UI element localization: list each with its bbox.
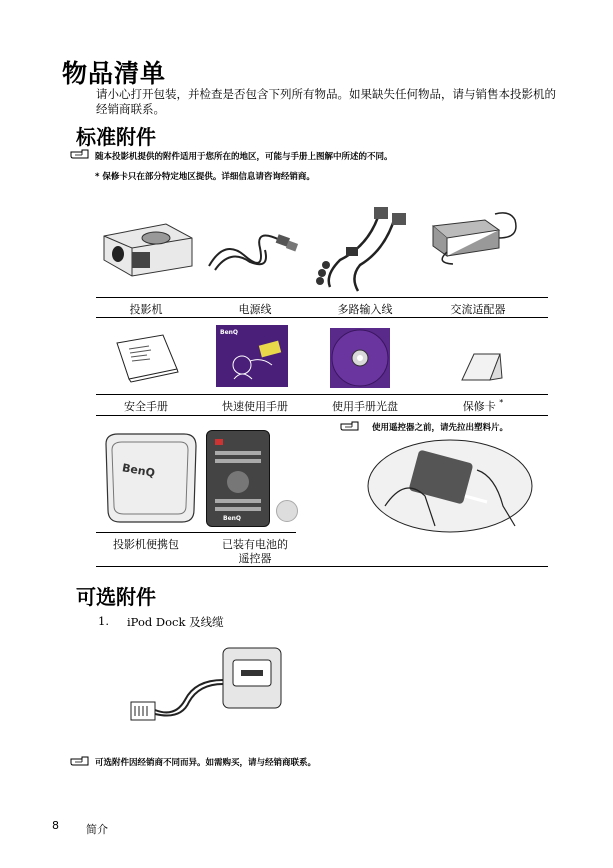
warranty-note: * 保修卡只在部分特定地区提供。详细信息请咨询经销商。 [95,172,315,182]
standard-heading: 标准附件 [76,125,156,149]
carry-bag-image [100,430,200,525]
optional-heading: 可选附件 [76,585,156,609]
table-rule-2 [96,317,548,318]
caption-projector: 投影机 [129,303,163,316]
ipod-dock-image [125,640,285,725]
caption-remote-line2: 遥控器 [238,552,272,565]
section-name: 简介 [86,823,108,836]
quick-start-guide-image [216,325,288,387]
remote-note-icon [340,420,360,432]
quick-guide-brand: BenQ [220,329,239,336]
caption-carry-bag: 投影机便携包 [113,538,179,551]
intro-text: 请小心打开包装，并检查是否包含下列所有物品。如果缺失任何物品，请与销售本投影机的经销商联系。 [96,87,556,116]
remote-brand: BenQ [223,515,242,522]
caption-quick-start-guide: 快速使用手册 [222,400,288,413]
battery-image [276,500,298,522]
caption-multi-input-cable: 多路输入线 [337,303,393,316]
caption-warranty-card [428,398,538,414]
bag-brand: BenQ [121,461,156,480]
table-rule-1 [96,297,548,298]
power-cord-image [205,218,300,273]
projector-image [96,210,196,278]
caption-user-manual-cd: 使用手册光盘 [332,400,398,413]
optional-note: 可选附件因经销商不同而异。如需购买，请与经销商联系。 [95,758,317,768]
optional-item-number: 1. [98,614,109,628]
table-rule-3 [96,394,548,395]
table-rule-6 [96,566,548,567]
pull-tab-illustration [365,436,535,536]
caption-safety-manual: 安全手册 [124,400,168,413]
warranty-asterisk: * [499,398,504,407]
page-title: 物品清单 [62,59,167,88]
safety-manual-image [115,333,180,383]
note-icon [70,148,90,160]
caption-ac-adapter: 交流适配器 [450,303,506,316]
warranty-card-image [458,350,504,386]
user-manual-cd-image [328,326,392,390]
optional-item-label: iPod Dock 及线缆 [127,615,224,629]
remote-control-image [206,430,270,527]
multi-input-cable-image [310,205,415,295]
table-rule-4 [96,415,548,416]
warranty-card-label: 保修卡 [462,400,496,413]
caption-power-cord: 电源线 [238,303,272,316]
optional-note-icon [70,755,90,767]
ac-adapter-image [425,208,525,268]
caption-remote-line1: 已装有电池的 [222,538,288,551]
remote-note: 使用遥控器之前，请先拉出塑料片。 [372,423,509,433]
standard-note: 随本投影机提供的附件适用于您所在的地区，可能与手册上图解中所述的不同。 [95,152,393,162]
table-rule-5 [96,532,296,533]
page-number: 8 [52,819,59,832]
